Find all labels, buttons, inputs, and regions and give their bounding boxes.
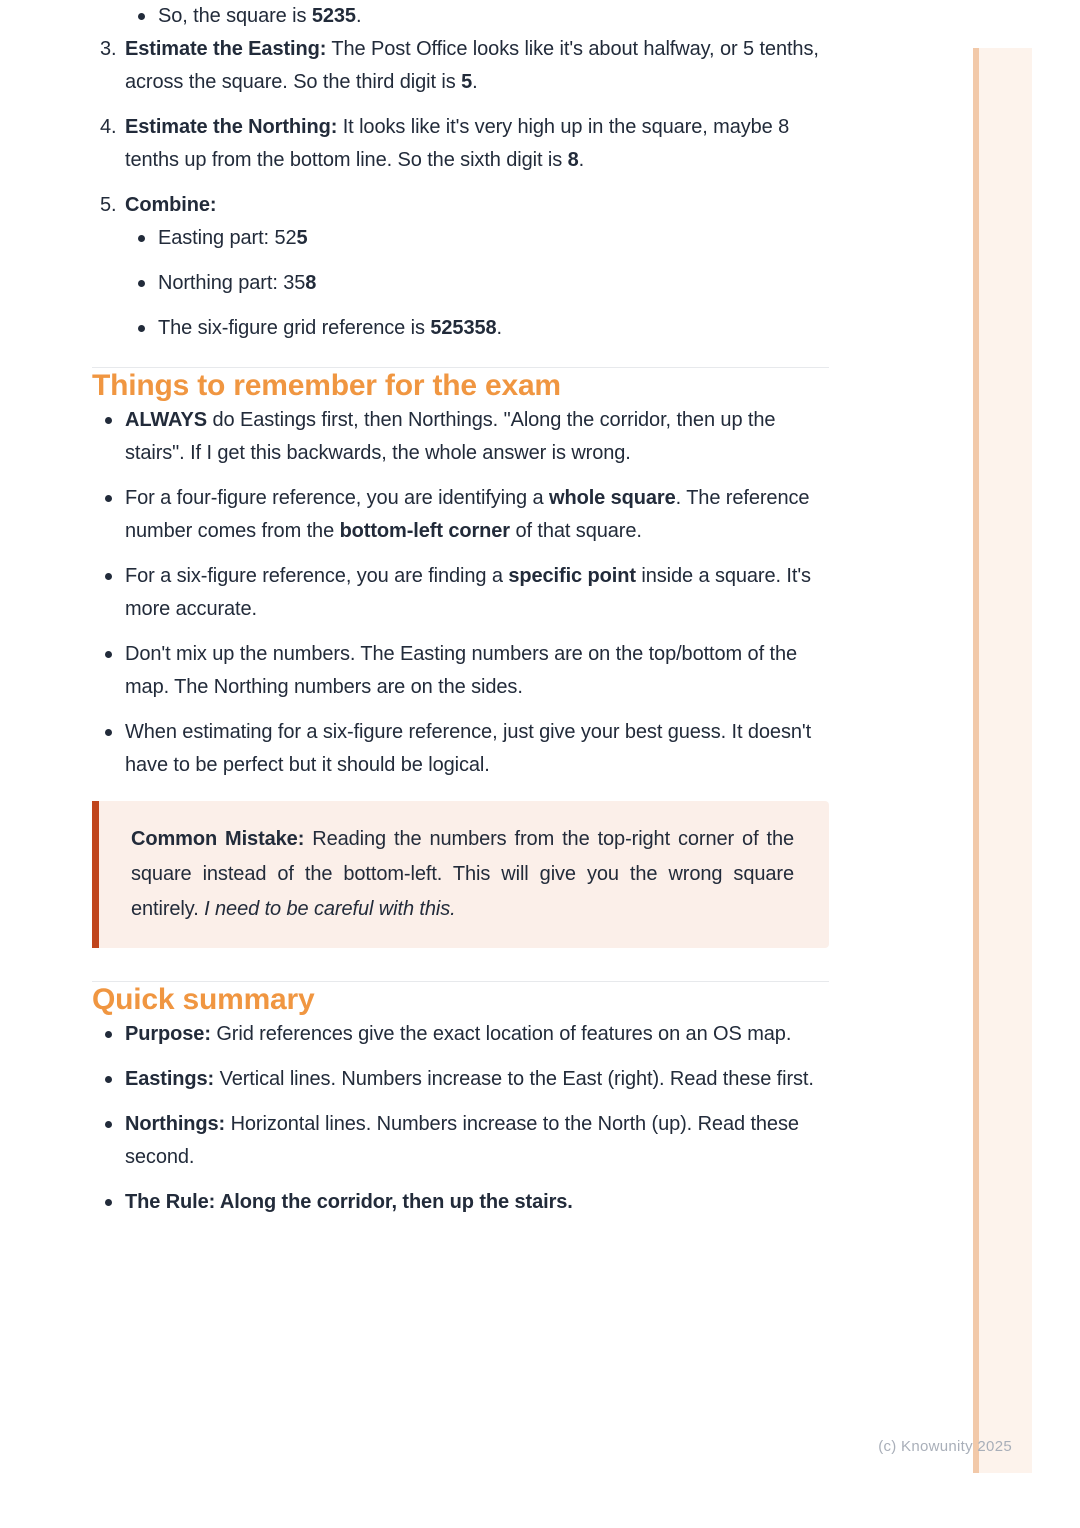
summary-item-text: Eastings: Vertical lines. Numbers increase to the East (right). Read these first. bbox=[125, 1068, 814, 1090]
bullet-dot-icon bbox=[105, 1031, 112, 1038]
bullet-dot-icon bbox=[138, 13, 145, 20]
bullet-dot-icon bbox=[138, 280, 145, 287]
step-text: Combine: bbox=[125, 194, 217, 216]
list-item bbox=[92, 560, 829, 626]
combine-sublist bbox=[92, 222, 829, 345]
bullet-dot-icon bbox=[105, 495, 112, 502]
remember-list bbox=[92, 404, 829, 782]
list-item bbox=[92, 716, 829, 782]
remember-item-text: When estimating for a six-figure reference, just give your best guess. It doesn't have to be perfect but it should be logical. bbox=[125, 721, 812, 776]
bullet-dot-icon bbox=[105, 1199, 112, 1206]
list-item bbox=[92, 1018, 829, 1051]
remember-item-text: ALWAYS do Eastings first, then Northings. "Along the corridor, then up the stairs". If I get this backwards, the whole answer is wrong. bbox=[125, 409, 776, 464]
step-text: Estimate the Easting: The Post Office looks like it's about halfway, or 5 tenths, across the square. So the third digit is 5. bbox=[125, 38, 819, 93]
bullet-dot-icon bbox=[105, 573, 112, 580]
list-item bbox=[92, 482, 829, 548]
list-item bbox=[92, 312, 829, 345]
summary-item-text: The Rule: Along the corridor, then up the stairs. bbox=[125, 1191, 573, 1213]
summary-list bbox=[92, 1018, 829, 1219]
copyright-footer: (c) Knowunity 2025 bbox=[878, 1438, 1012, 1455]
bullet-dot-icon bbox=[138, 325, 145, 332]
list-item bbox=[92, 404, 829, 470]
list-item bbox=[92, 1063, 829, 1096]
bullet-dot-icon bbox=[105, 651, 112, 658]
summary-section-heading: Quick summary bbox=[92, 983, 315, 1016]
common-mistake-callout bbox=[92, 801, 829, 948]
worked-example-steps bbox=[92, 33, 829, 222]
remember-item-text: Don't mix up the numbers. The Easting numbers are on the top/bottom of the map. The Northing numbers are on the sides. bbox=[125, 643, 797, 698]
bullet-dot-icon bbox=[105, 1076, 112, 1083]
remember-section-heading: Things to remember for the exam bbox=[92, 369, 561, 402]
list-item bbox=[92, 267, 829, 300]
list-item bbox=[92, 638, 829, 704]
summary-item-text: Northings: Horizontal lines. Numbers increase to the North (up). Read these second. bbox=[125, 1113, 799, 1168]
combine-bullet-text: The six-figure grid reference is 525358. bbox=[158, 317, 502, 339]
combine-bullet-text: Easting part: 525 bbox=[158, 227, 308, 249]
bullet-dot-icon bbox=[105, 1121, 112, 1128]
bullet-dot-icon bbox=[105, 417, 112, 424]
step-number: 3. bbox=[100, 38, 117, 60]
remember-item-text: For a six-figure reference, you are finding a specific point inside a square. It's more accurate. bbox=[125, 565, 811, 620]
step-number: 5. bbox=[100, 194, 117, 216]
step-number: 4. bbox=[100, 116, 117, 138]
summary-item-text: Purpose: Grid references give the exact location of features on an OS map. bbox=[125, 1023, 792, 1045]
list-item bbox=[92, 1186, 829, 1219]
list-item bbox=[92, 0, 829, 33]
list-item bbox=[92, 222, 829, 255]
remember-item-text: For a four-figure reference, you are identifying a whole square. The reference number comes from the bottom-left corner of that square. bbox=[125, 487, 810, 542]
right-margin-decorative-strip bbox=[973, 48, 1032, 1473]
step-item bbox=[92, 33, 829, 99]
square-result-list bbox=[92, 0, 829, 33]
bullet-dot-icon bbox=[138, 235, 145, 242]
bullet-dot-icon bbox=[105, 729, 112, 736]
callout-text: Common Mistake: Reading the numbers from the top-right corner of the square instead of the bottom-left. This will give you the wrong square entirely. I need to be careful with this. bbox=[131, 828, 795, 920]
combine-bullet-text: Northing part: 358 bbox=[158, 272, 317, 294]
step-item bbox=[92, 189, 829, 222]
step-item bbox=[92, 111, 829, 177]
list-item bbox=[92, 1108, 829, 1174]
result-bullet-text: So, the square is 5235. bbox=[158, 5, 362, 27]
step-text: Estimate the Northing: It looks like it's very high up in the square, maybe 8 tenths up from the bottom line. So the sixth digit is 8. bbox=[125, 116, 790, 171]
document-body bbox=[92, 0, 829, 1219]
